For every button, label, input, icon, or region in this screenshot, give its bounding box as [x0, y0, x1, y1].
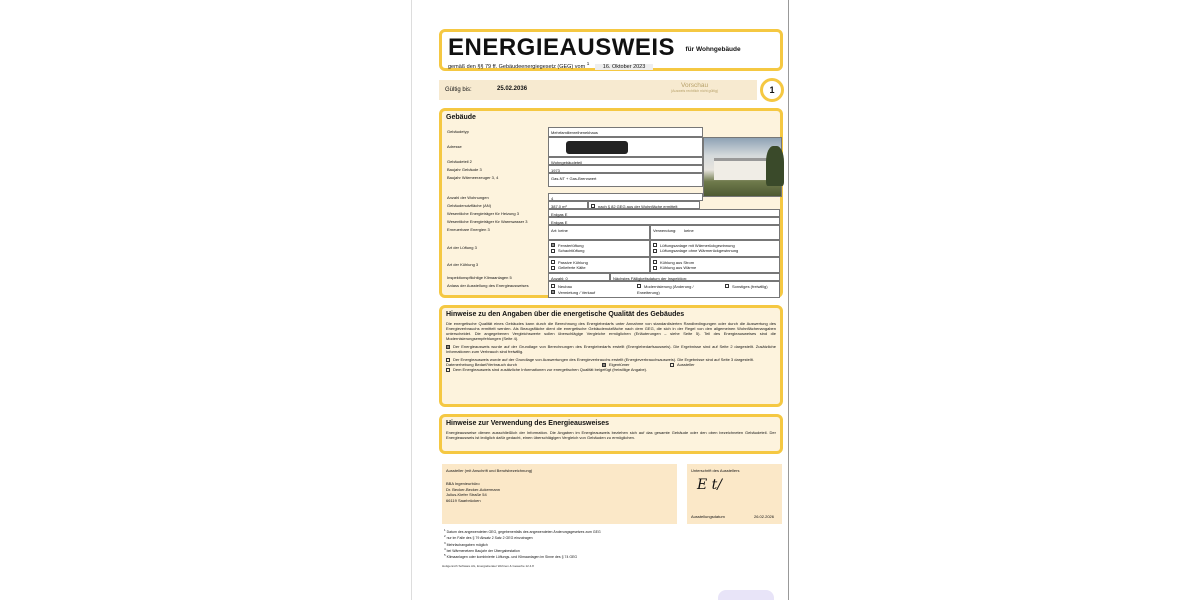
table-row: Wesentliche Energieträger für Heizung 3 Erdgas E — [445, 209, 780, 217]
table-row: Inspektionspflichtige Klimaanlagen 5 Anzahl: 0 Nächstes Fälligkeitsdatum der Inspektion: — [445, 273, 780, 281]
sonstiges-checkbox[interactable] — [725, 284, 729, 288]
energy-certificate-page — [411, 0, 789, 600]
document-subtitle: für Wohngebäude — [685, 46, 741, 53]
neubau-checkbox[interactable] — [551, 284, 555, 288]
table-row: Baujahr Wärmeerzeuger 3, 4 Gas-NT + Gas-Brennwert — [445, 173, 780, 187]
table-row: Anzahl der Wohnungen 4 — [445, 193, 780, 201]
preview-stamp: Vorschau (Ausweis rechtlich nicht gültig) — [671, 82, 719, 93]
document-title: ENERGIEAUSWEIS — [448, 34, 676, 61]
footnotes — [444, 528, 774, 560]
table-row: Wesentliche Energieträger für Warmwasser 3 Erdgas E — [445, 217, 780, 225]
verbrauchsausweis-checkbox[interactable] — [446, 358, 450, 362]
footnote: $^2$ nur im Falle des § 79 Absatz 2 Satz 2 GEG einzutragen — [444, 534, 533, 541]
zusatzinfo-checkbox[interactable] — [446, 368, 450, 372]
issue-date-label: Ausstellungsdatum — [691, 514, 725, 519]
footnote: $^4$ bei Wärmenetzen Baujahr der Übergabestation — [444, 547, 520, 554]
gelieferte-kaelte-checkbox[interactable] — [551, 266, 555, 270]
table-row: Anlass der Ausstellung des Energieausweises Neubau Modernisierung (Änderung / Erweiterung) Sonstiges (freiwillig) Vermietung / Verkauf — [445, 281, 780, 298]
tree-shape — [766, 146, 784, 186]
page-number: 1 — [760, 78, 784, 102]
law-reference: gemäß den §§ 79 ff. Gebäudeenergiegesetz (GEG) vom $^1$ 16. Oktober 2023 — [448, 61, 774, 70]
nutzflaeche-checkbox[interactable] — [591, 204, 595, 208]
footnote: $^5$ Klimaanlagen oder kombinierte Lüftungs- und Klimaanlagen im Sinne des § 74 GEG — [444, 553, 578, 560]
vermietung-checkbox[interactable] — [551, 290, 555, 294]
issuer-address: BBA Ingenieurbüro Dr. Becker-Becker-Ackermann Julius-Kiefer Straße 54 66119 Saarbrücken — [446, 481, 501, 503]
lueftung-mit-wrg-checkbox[interactable] — [653, 243, 657, 247]
kuehlung-strom-checkbox[interactable] — [653, 260, 657, 264]
footnote: $^1$ Datum des angewendeten GEG, gegebenenfalls des angewendeten Änderungsgesetzes zum GEG — [444, 528, 601, 535]
signature-box — [687, 464, 782, 524]
scroll-button[interactable] — [718, 590, 774, 600]
fensterlueftung-checkbox[interactable] — [551, 243, 555, 247]
eigentuemer-checkbox[interactable] — [602, 363, 606, 367]
building-section-title: Gebäude — [446, 114, 476, 121]
building-photo — [703, 137, 782, 197]
table-row: Baujahr Gebäude 3 1973 — [445, 165, 780, 173]
address-redaction — [566, 141, 628, 154]
table-row: Gebäudetyp Mehrfamilienreihenekhaus — [445, 127, 780, 137]
issue-date: 26.02.2026 — [753, 514, 774, 519]
table-row: Adresse — [445, 137, 780, 157]
table-row: Art der Lüftung 3 Fensterlüftung Schachtlüftung Lüftungsanlage mit Wärmerückgewinnung Lüftungsanlage ohne Wärmerückgewinnung — [445, 240, 780, 257]
validity-row — [439, 80, 757, 100]
table-row: Gebäudenutzfläche (AN) 387.0 m² nach § 82 GEG aus der Wohnfläche ermittelt — [445, 201, 780, 209]
usage-notes-title: Hinweise zur Verwendung des Energieausweises — [446, 420, 610, 427]
signature: E t/ — [697, 477, 723, 493]
issuer-label: Aussteller (mit Anschrift und Berufsbezeichnung) — [446, 468, 533, 473]
quality-notes-title: Hinweise zu den Angaben über die energetische Qualität des Gebäudes — [446, 311, 685, 318]
signature-label: Unterschrift des Ausstellers — [691, 468, 740, 473]
table-row: Erneuerbare Energien 3 Art: keine Verwendung: keine — [445, 225, 780, 240]
modernisierung-checkbox[interactable] — [637, 284, 641, 288]
table-row: Gebäudeteil 2 Wohngebäudeteil — [445, 157, 780, 165]
lueftung-ohne-wrg-checkbox[interactable] — [653, 249, 657, 253]
schachtlueftung-checkbox[interactable] — [551, 249, 555, 253]
usage-notes-paragraph: Energieausweise dienen ausschließlich der Information. Die Angaben im Energieausweis beziehen sich auf das gesamte Gebäude oder den oben bezeichneten Gebäudeteil. Der Energieausweis ist lediglich dafür gedacht, einen überschlägigen Vergleich von Gebäuden zu ermöglichen. — [446, 430, 776, 440]
quality-notes-paragraph: Die energetische Qualität eines Gebäudes kann durch die Berechnung des Energiebedarfs unter Annahme von standardisierten Randbedingungen oder durch die Auswertung des Energieverbrauchs ermittelt werden. Als Bezugsfläche dient die energetische Gebäudenutzfläche nach dem GEG, die sich in der Regel von den allgemeinen Wohnflächenangaben unterscheidet. Die angegebenen Vergleichswerte sollen überschlägige Vergleiche ermöglichen (Erläuterungen – siehe Seite 5). Teil des Energieausweises sind die Modernisierungsempfehlungen (Seite 4). — [446, 321, 776, 341]
table-row: Art der Kühlung 3 Passive Kühlung Gelieferte Kälte Kühlung aus Strom Kühlung aus Wärme — [445, 257, 780, 273]
quality-notes-section: Hinweise zu den Angaben über die energetische Qualität des Gebäudes Die energetische Qualität eines Gebäudes kann durch die Berechnung des Energiebedarfs unter Annahme von standardisierten Randbedingungen oder durch die Auswertung des Energieverbrauchs ermittelt werden. Als Bezugsfläche dient die energetische Gebäudenutzfläche nach dem GEG, die sich in der Regel von den allgemeinen Wohnflächenangaben unterscheidet. Die angegebenen Vergleichswerte sollen überschlägige Vergleiche ermöglichen (Erläuterungen – siehe Seite 5). Teil des Energieausweises sind die Modernisierungsempfehlungen (Seite 4). Der Energieausweis wurde auf der Grundlage von Berechnungen des Energiebedarfs erstellt (Energiebedarfsausweis). Die Ergebnisse sind auf Seite 2 dargestellt. Zusätzliche Informationen zum Verbrauch sind freiwillig. Der Energieausweis wurde auf der Grundlage von Auswertungen des Energieverbrauchs erstellt (Energieverbrauchsausweis). Die Ergebnisse sind auf Seite 3 dargestellt. Datenerhebung Bedarf/Verbrauch durch Eigentümer Aussteller Dem Energieausweis sind zusätzliche Informationen zur energetischen Qualität beigefügt (freiwillige Angabe). — [439, 305, 783, 407]
usage-notes-section — [439, 414, 783, 454]
valid-until-value: 25.02.2036 — [497, 86, 528, 92]
passive-kuehlung-checkbox[interactable] — [551, 260, 555, 264]
footnote: $^3$ Mehrfachangaben möglich — [444, 540, 488, 547]
building-section — [439, 108, 783, 298]
law-date: 16. Oktober 2023 — [595, 64, 654, 70]
issuer-box — [442, 464, 677, 524]
software-credit: Hottgenroth Software AG, Energieberater Wohnen & Gewerbe 12.4.8 — [442, 564, 534, 568]
valid-until-label: Gültig bis: — [445, 87, 472, 93]
aussteller-checkbox[interactable] — [670, 363, 674, 367]
bedarfsausweis-checkbox[interactable] — [446, 345, 450, 349]
kuehlung-waerme-checkbox[interactable] — [653, 266, 657, 270]
title-box — [439, 29, 783, 71]
house-shape — [714, 158, 770, 180]
